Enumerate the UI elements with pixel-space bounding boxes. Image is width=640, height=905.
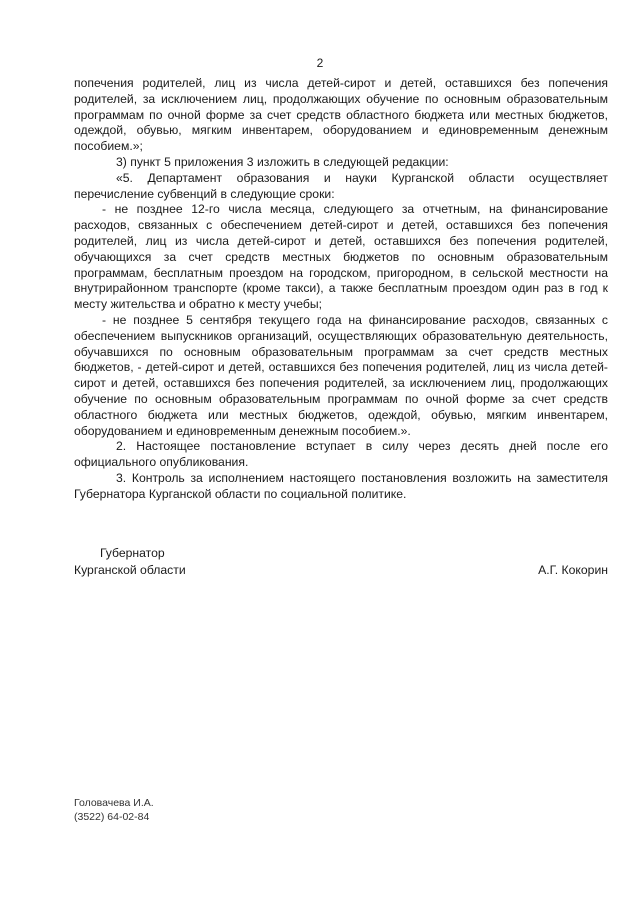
paragraph: «5. Департамент образования и науки Курганской области осуществляет перечисление субвенций в следующие сроки: <box>74 170 608 201</box>
paragraph: - не позднее 5 сентября текущего года на финансирование расходов, связанных с обеспечением выпускников организаций, осуществляющих образовательную деятельность, обучавшихся по основным образовательным программам за счет средств местных бюджетов, - детей-сирот и детей, оставшихся без попечения родителей, лиц из числа детей-сирот и детей, оставшихся без попечения родителей, за исключением лиц, продолжающих обучение по основным образовательным программам по очной форме за счет средств областного бюджета или местных бюджетов, одеждой, обувью, мягким инвентарем, оборудованием и единовременным денежным пособием.». <box>74 312 608 438</box>
document-body <box>74 76 608 503</box>
paragraph: - не позднее 12-го числа месяца, следующего за отчетным, на финансирование расходов, связанных с обеспечением детей-сирот и детей, оставшихся без попечения родителей, лиц из числа детей-сирот и детей, оставшихся без попечения родителей, обучающихся за счет средств местных бюджетов по основным образовательным программам, бесплатным проездом на городском, пригородном, в сельской местности на внутрирайонном транспорте (кроме такси), а также бесплатным проездом один раз в год к месту жительства и обратно к месту учебы; <box>74 202 608 312</box>
paragraph: попечения родителей, лиц из числа детей-сирот и детей, оставшихся без попечения родителей, за исключением лиц, продолжающих обучение по основным образовательным программам по очной форме за счет средств областного бюджета или местных бюджетов, одеждой, обувью, мягким инвентарем, оборудованием и единовременным денежным пособием.»; <box>74 76 608 154</box>
paragraph: 3. Контроль за исполнением настоящего постановления возложить на заместителя Губернатора Курганской области по социальной политике. <box>74 470 608 501</box>
signature-block <box>74 545 608 579</box>
signature-title-line2: Курганской области <box>74 563 186 577</box>
page-number: 2 <box>316 56 324 70</box>
contact-block <box>74 796 154 824</box>
contact-author: Головачева И.А. <box>74 797 154 809</box>
signature-title-line1: Губернатор <box>100 546 165 560</box>
paragraph: 3) пункт 5 приложения 3 изложить в следующей редакции: <box>116 154 449 169</box>
signature-name: А.Г. Кокорин <box>538 563 608 577</box>
contact-phone: (3522) 64-02-84 <box>74 811 150 823</box>
paragraph: 2. Настоящее постановление вступает в силу через десять дней после его официального опубликования. <box>74 439 608 470</box>
